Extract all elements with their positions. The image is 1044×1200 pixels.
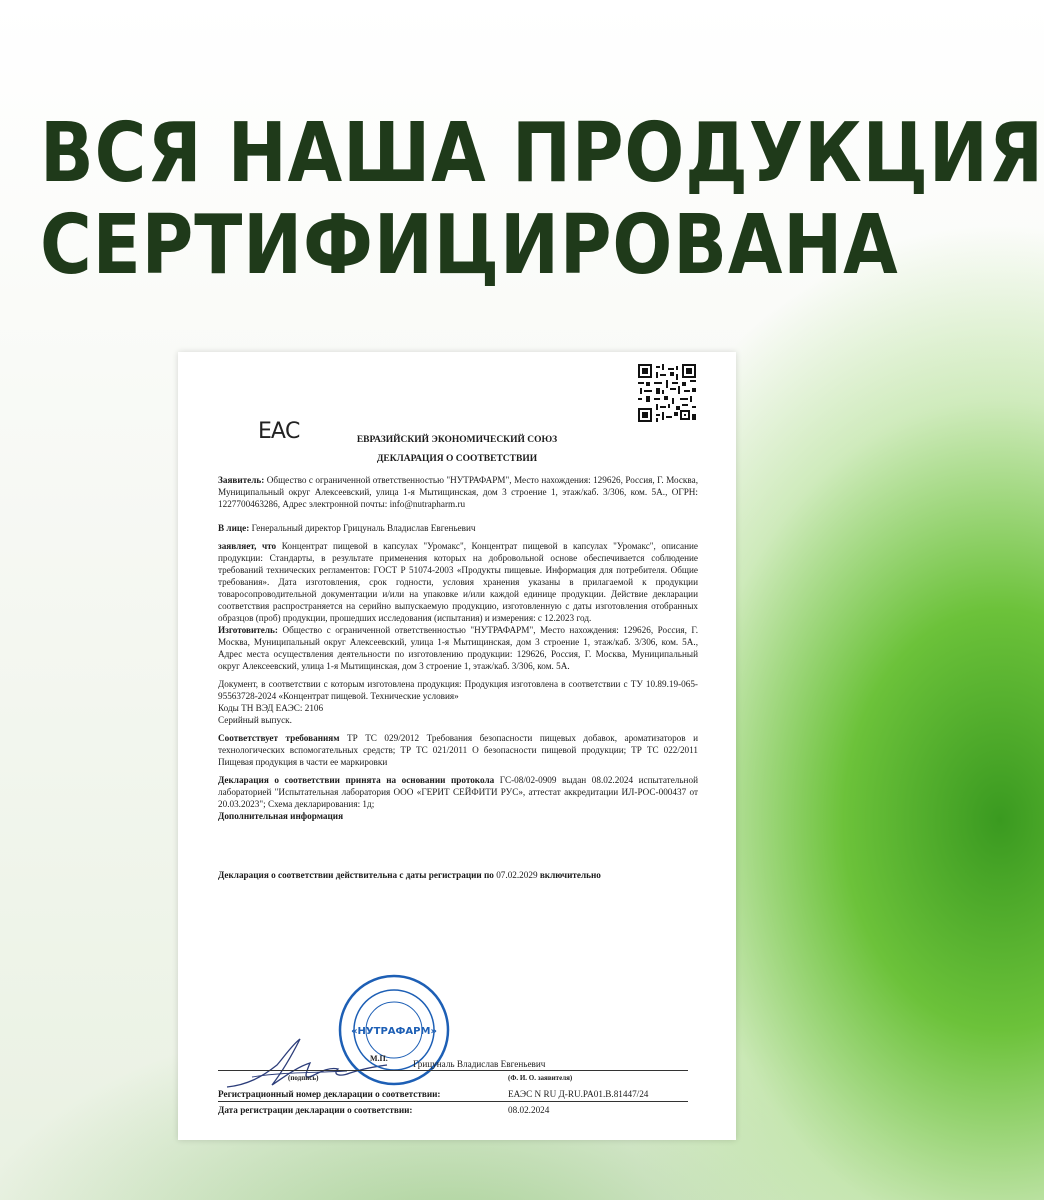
declaration-body (218, 474, 698, 822)
headline-line-1: ВСЯ НАША ПРОДУКЦИЯ (40, 106, 1044, 201)
validity-statement: Декларация о соответствии действительна с даты регистрации по 07.02.2029 включительно (218, 870, 601, 880)
fio-caption: (Ф. И. О. заявителя) (508, 1074, 573, 1082)
eac-logo: ЕАС (258, 419, 300, 444)
registration-number-label: Регистрационный номер декларации о соответствии: (218, 1089, 441, 1099)
svg-text:«НУТРАФАРМ»: «НУТРАФАРМ» (351, 1026, 437, 1037)
declares-paragraph: заявляет, что Концентрат пищевой в капсулах "Уромакс", Концентрат пищевой в капсулах "Уромакс", описание продукции: Стандарты, в результате применения которых на добровольной основе обеспечивается соблюдение требований технических регламентов: ГОСТ Р 51074-2003 «Продукты пищевые. Информация для потребителя. Общие требования». Дата изготовления, срок годности, условия хранения указаны в прилагаемой к продукции товаросопроводительной документации и/или на упаковке и/или каждой единице продукции. Действие декларации соответствия распространяется на серийно выпускаемую продукцию, изготовленную с даты изготовления отобранных образцов (проб) продукции, прошедших исследования (испытания) и измерения: с 12.2023 год. (218, 541, 698, 623)
complies-paragraph: Соответствует требованиям ТР ТС 029/2012 Требования безопасности пищевых добавок, ароматизаторов и технологических вспомогательных средств; ТР ТС 021/2011 О безопасности пищевой продукции; ТР ТС 022/2011 Пищевая продукция в части ее маркировки (218, 733, 698, 767)
registration-date-label: Дата регистрации декларации о соответствии: (218, 1105, 413, 1115)
seal-place-label: М.П. (370, 1054, 388, 1063)
signature-line (218, 1070, 688, 1071)
person-paragraph: В лице: Генеральный директор Грицуналь Владислав Евгеньевич (218, 523, 476, 533)
document-paragraph: Документ, в соответствии с которым изготовлена продукция: Продукция изготовлена в соответствии с ТУ 10.89.19-065-95563728-2024 «Концентрат пищевой. Технические условия» (218, 679, 698, 701)
serial-paragraph: Серийный выпуск. (218, 715, 292, 725)
registration-line (218, 1101, 688, 1102)
basis-paragraph: Декларация о соответствии принята на основании протокола ГС-08/02-0909 выдан 08.02.2024 испытательной лабораторией "Испытательная лаборатория ООО «ГЕРИТ СЕЙФИТИ РУС», аттестат аккредитации ИЛ-РОС-000437 от 20.03.2023"; Схема декларирования: 1д; (218, 775, 698, 809)
headline-line-2: СЕРТИФИЦИРОВАНА (40, 198, 899, 293)
signature-caption: (подпись) (288, 1074, 319, 1082)
registration-number: ЕАЭС N RU Д-RU.PA01.B.81447/24 (508, 1089, 649, 1099)
union-title: ЕВРАЗИЙСКИЙ ЭКОНОМИЧЕСКИЙ СОЮЗ (356, 435, 558, 445)
manufacturer-paragraph: Изготовитель: Общество с ограниченной ответственностью "НУТРАФАРМ", Место нахождения: 129626, Россия, Г. Москва, Муниципальный округ Алексеевский, улица 1-я Мытищинская, дом 3 строение 1, этаж/каб. 3/306, ком. 5А., Адрес места осуществления деятельности по изготовлению продукции: 129626, Россия, Г. Москва, Муниципальный округ Алексеевский, улица 1-я Мытищинская, дом 3 строение 1, этаж/каб. 3/306, ком. 5А. (218, 625, 699, 671)
codes-paragraph: Коды ТН ВЭД ЕАЭС: 2106 (218, 703, 324, 713)
declaration-title: ДЕКЛАРАЦИЯ О СООТВЕТСТВИИ (376, 454, 538, 464)
additional-info-label: Дополнительная информация (218, 811, 344, 821)
applicant-paragraph: Заявитель: Общество с ограниченной ответственностью "НУТРАФАРМ", Место нахождения: 129626, Россия, Г. Москва, Муниципальный округ Алексеевский, улица 1-я Мытищинская, дом 3 строение 1, этаж/каб. 3/306, ком. 5А., ОГРН: 1227700463286, Адрес электронной почты: info@nutrapharm.ru (218, 475, 698, 509)
registration-date: 08.02.2024 (508, 1105, 550, 1115)
signer-name: Грицуналь Владислав Евгеньевич (413, 1059, 546, 1069)
qr-code-icon (638, 364, 696, 422)
certificate-document (178, 352, 736, 1140)
headline (40, 106, 1044, 293)
